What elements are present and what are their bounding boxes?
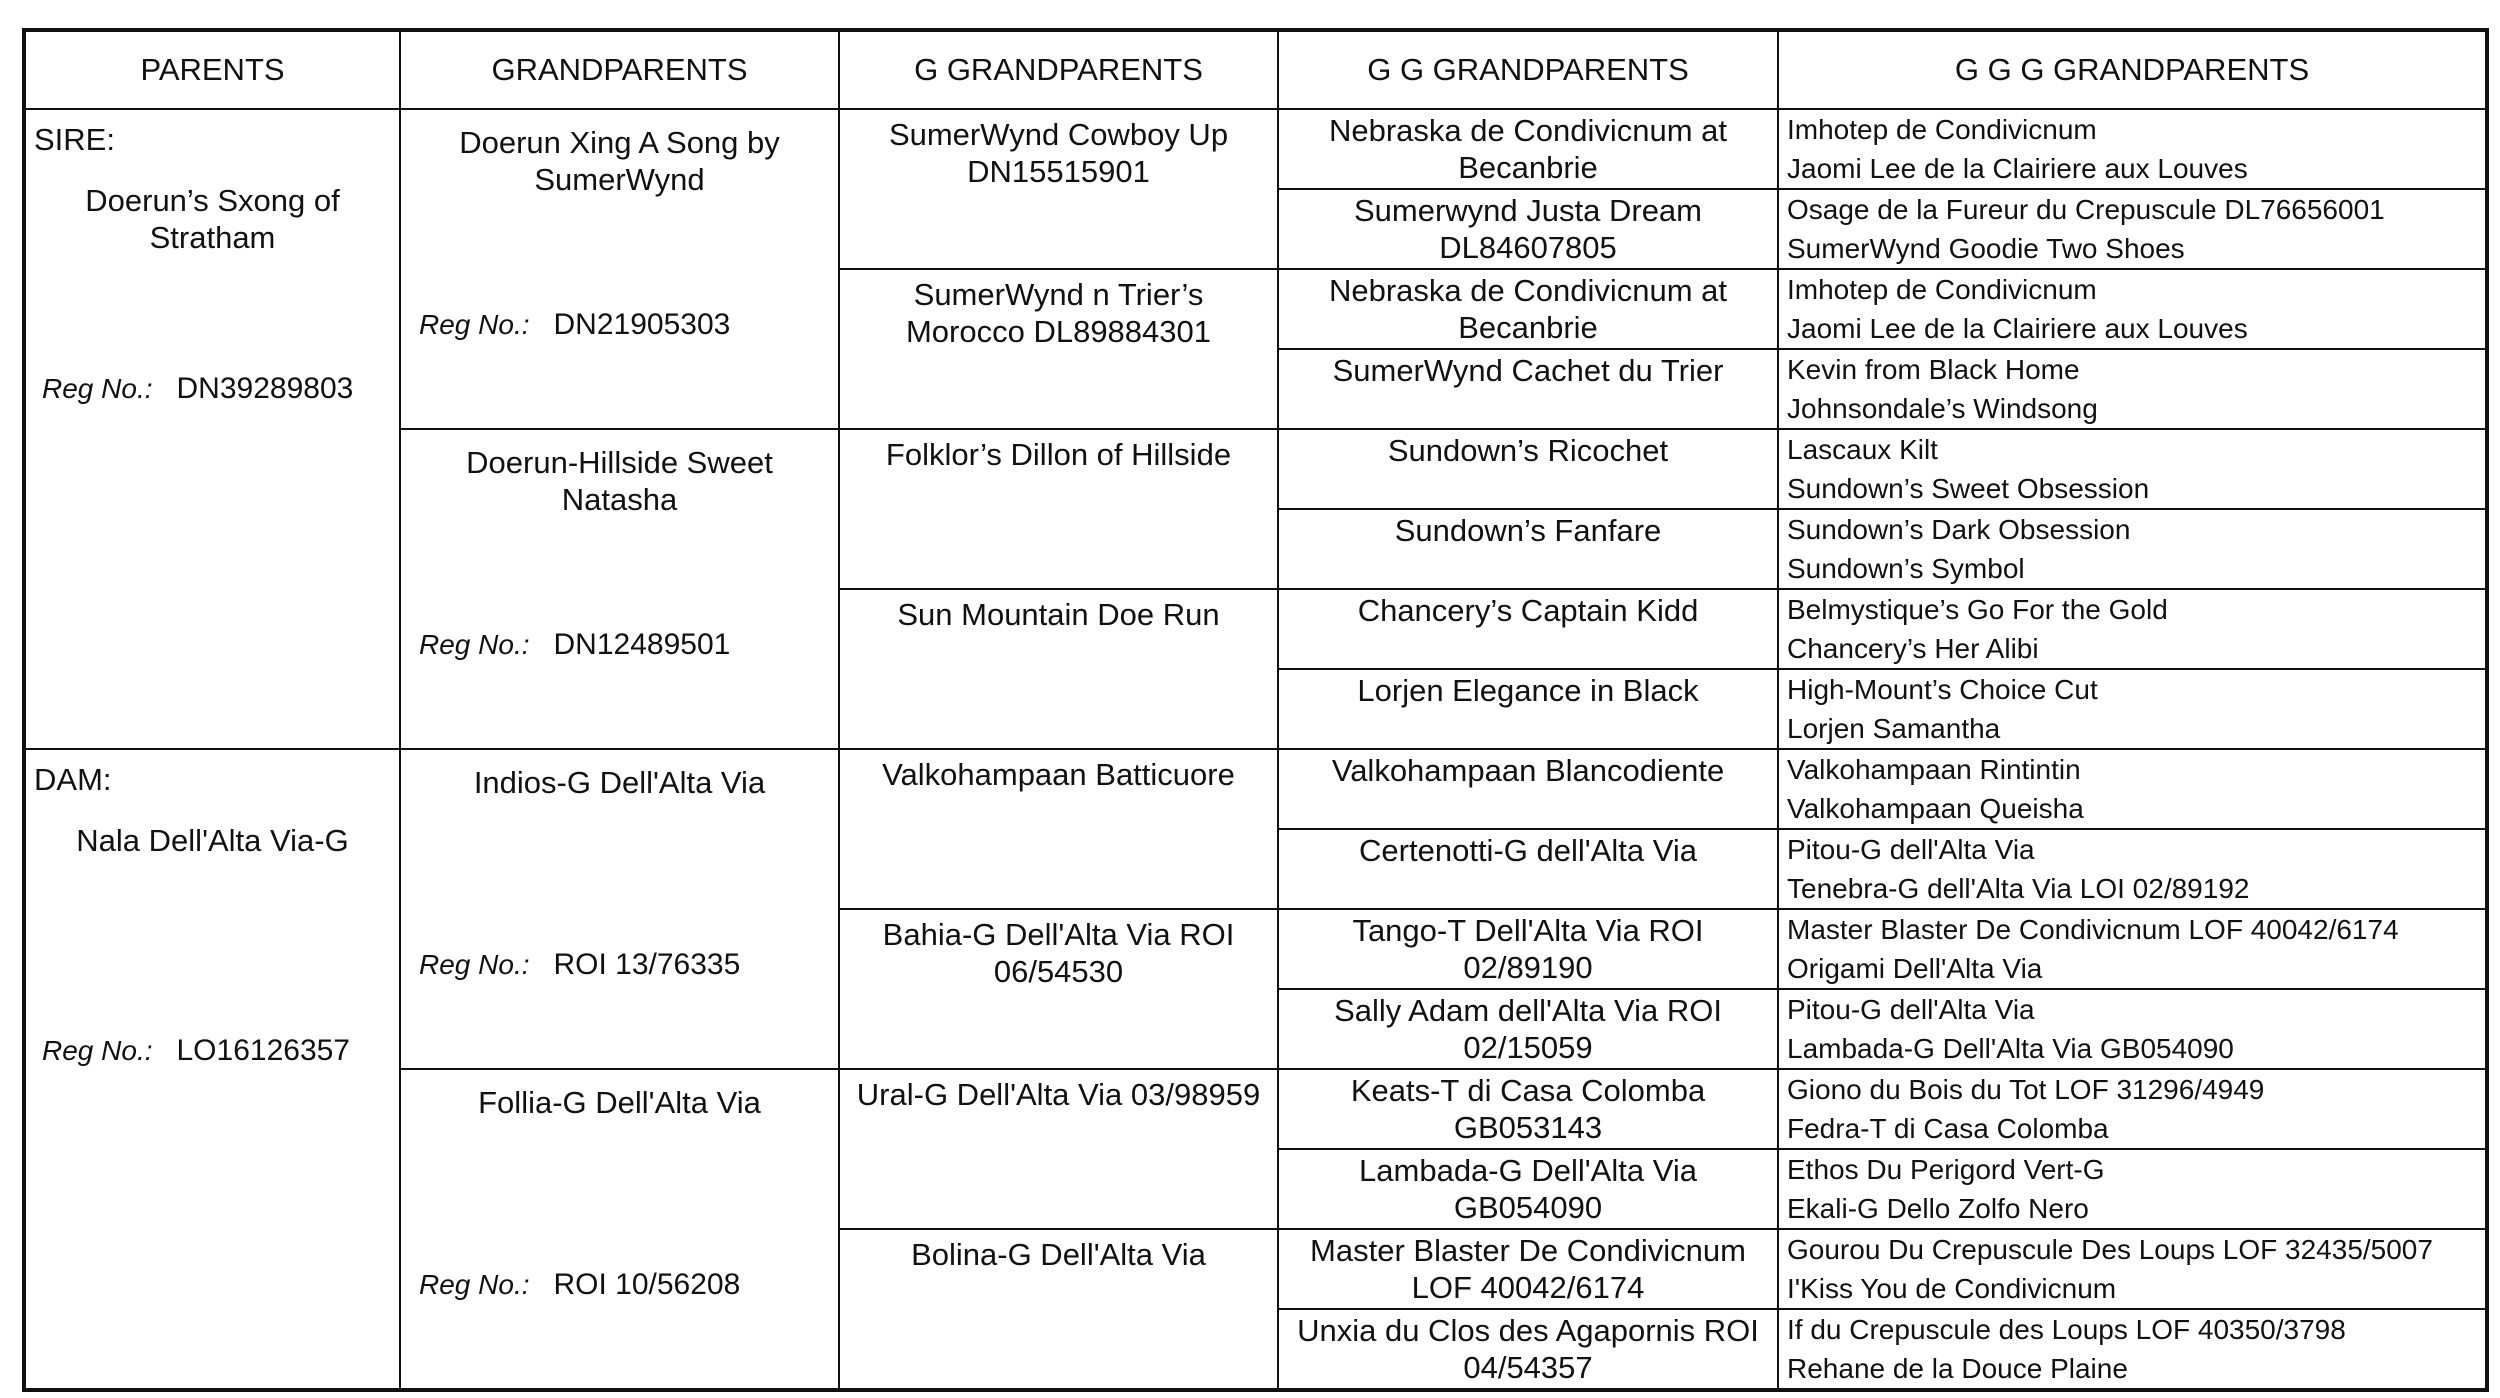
grandparent-name: Doerun-Hillside Sweet Natasha bbox=[466, 445, 773, 517]
gg-grandparent-cell: Sally Adam dell'Alta Via ROI 02/15059 bbox=[1278, 989, 1778, 1069]
ggg-grandparent-name: Lambada-G Dell'Alta Via GB054090 bbox=[1787, 1033, 2234, 1064]
ggg-grandparent-cell bbox=[1778, 189, 2487, 269]
gg-grandparent-cell: Valkohampaan Blancodiente bbox=[1278, 749, 1778, 829]
sire-cell bbox=[24, 109, 400, 749]
ggg-grandparent-cell bbox=[1778, 669, 2487, 749]
ggg-grandparent-name: Giono du Bois du Tot LOF 31296/4949 bbox=[1787, 1074, 2265, 1105]
ggg-grandparent-name: Imhotep de Condivicnum bbox=[1787, 114, 2097, 145]
gg-grandparent-cell: Sundown’s Fanfare bbox=[1278, 509, 1778, 589]
dam-role-label: DAM: bbox=[34, 762, 112, 797]
ggg-grandparent-cell bbox=[1778, 1069, 2487, 1149]
ggg-grandparent-cell bbox=[1778, 429, 2487, 509]
ggg-grandparent-name: Valkohampaan Queisha bbox=[1787, 793, 2084, 824]
dam-cell bbox=[24, 749, 400, 1390]
reg-label: Reg No.: bbox=[42, 1035, 153, 1066]
gg-grandparent-cell: Nebraska de Condivicnum at Becanbrie bbox=[1278, 109, 1778, 189]
ggg-grandparent-name: Valkohampaan Rintintin bbox=[1787, 754, 2081, 785]
g-grandparent-cell: Ural-G Dell'Alta Via 03/98959 bbox=[839, 1069, 1278, 1229]
ggg-grandparent-name: Sundown’s Dark Obsession bbox=[1787, 514, 2131, 545]
header-parents: PARENTS bbox=[24, 30, 400, 109]
header-ggg-grandparents: G G G GRANDPARENTS bbox=[1778, 30, 2487, 109]
dam-name: Nala Dell'Alta Via-G bbox=[76, 823, 349, 858]
ggg-grandparent-name: Jaomi Lee de la Clairiere aux Louves bbox=[1787, 313, 2248, 344]
ggg-grandparent-cell bbox=[1778, 269, 2487, 349]
gg-grandparent-cell: Sumerwynd Justa Dream DL84607805 bbox=[1278, 189, 1778, 269]
ggg-grandparent-name: Sundown’s Sweet Obsession bbox=[1787, 473, 2150, 504]
reg-value: DN39289803 bbox=[176, 372, 354, 405]
dam-reg-number bbox=[42, 1034, 350, 1068]
ggg-grandparent-name: Fedra-T di Casa Colomba bbox=[1787, 1113, 2109, 1144]
grandparent-reg-number bbox=[419, 1268, 740, 1302]
reg-value: LO16126357 bbox=[176, 1034, 350, 1067]
reg-label: Reg No.: bbox=[419, 1269, 530, 1300]
g-grandparent-cell: SumerWynd Cowboy Up DN15515901 bbox=[839, 109, 1278, 269]
ggg-grandparent-name: I'Kiss You de Condivicnum bbox=[1787, 1273, 2117, 1304]
grandparent-name: Doerun Xing A Song by SumerWynd bbox=[459, 125, 780, 197]
reg-label: Reg No.: bbox=[419, 629, 530, 660]
gg-grandparent-cell: Lorjen Elegance in Black bbox=[1278, 669, 1778, 749]
grandparent-reg-number bbox=[419, 308, 730, 342]
ggg-grandparent-name: If du Crepuscule des Loups LOF 40350/3798 bbox=[1787, 1314, 2346, 1345]
pedigree-row bbox=[24, 109, 2487, 189]
grandparent-name: Indios-G Dell'Alta Via bbox=[473, 765, 766, 800]
ggg-grandparent-cell bbox=[1778, 989, 2487, 1069]
g-grandparent-cell: Folklor’s Dillon of Hillside bbox=[839, 429, 1278, 589]
header-grandparents: GRANDPARENTS bbox=[400, 30, 839, 109]
ggg-grandparent-cell bbox=[1778, 1149, 2487, 1229]
ggg-grandparent-name: Sundown’s Symbol bbox=[1787, 553, 2025, 584]
gg-grandparent-cell: Tango-T Dell'Alta Via ROI 02/89190 bbox=[1278, 909, 1778, 989]
dam-grandparent-cell bbox=[400, 749, 839, 1069]
g-grandparent-cell: Valkohampaan Batticuore bbox=[839, 749, 1278, 909]
gg-grandparent-cell: Certenotti-G dell'Alta Via bbox=[1278, 829, 1778, 909]
ggg-grandparent-name: Ethos Du Perigord Vert-G bbox=[1787, 1154, 2105, 1185]
g-grandparent-cell: Bahia-G Dell'Alta Via ROI 06/54530 bbox=[839, 909, 1278, 1069]
pedigree-table bbox=[22, 28, 2489, 1392]
gg-grandparent-cell: Nebraska de Condivicnum at Becanbrie bbox=[1278, 269, 1778, 349]
sire-grandparent-cell bbox=[400, 429, 839, 749]
g-grandparent-cell: Bolina-G Dell'Alta Via bbox=[839, 1229, 1278, 1390]
sire-grandparent-cell bbox=[400, 109, 839, 429]
ggg-grandparent-name: Belmystique’s Go For the Gold bbox=[1787, 594, 2168, 625]
reg-label: Reg No.: bbox=[42, 373, 153, 404]
ggg-grandparent-name: Kevin from Black Home bbox=[1787, 354, 2080, 385]
ggg-grandparent-name: Pitou-G dell'Alta Via bbox=[1787, 994, 2035, 1025]
reg-value: ROI 10/56208 bbox=[553, 1268, 741, 1301]
ggg-grandparent-cell bbox=[1778, 589, 2487, 669]
reg-value: DN12489501 bbox=[553, 628, 731, 661]
header-g-grandparents: G GRANDPARENTS bbox=[839, 30, 1278, 109]
gg-grandparent-cell: Unxia du Clos des Agapornis ROI 04/54357 bbox=[1278, 1309, 1778, 1390]
sire-role-label: SIRE: bbox=[34, 122, 115, 157]
reg-value: ROI 13/76335 bbox=[553, 948, 741, 981]
ggg-grandparent-name: Rehane de la Douce Plaine bbox=[1787, 1353, 2128, 1384]
gg-grandparent-cell: Chancery’s Captain Kidd bbox=[1278, 589, 1778, 669]
ggg-grandparent-name: Chancery’s Her Alibi bbox=[1787, 633, 2039, 664]
g-grandparent-cell: SumerWynd n Trier’s Morocco DL89884301 bbox=[839, 269, 1278, 429]
ggg-grandparent-cell bbox=[1778, 1309, 2487, 1390]
ggg-grandparent-name: SumerWynd Goodie Two Shoes bbox=[1787, 233, 2185, 264]
sire-reg-number bbox=[42, 372, 353, 406]
ggg-grandparent-cell bbox=[1778, 109, 2487, 189]
header-row bbox=[24, 30, 2487, 109]
reg-label: Reg No.: bbox=[419, 309, 530, 340]
ggg-grandparent-cell bbox=[1778, 509, 2487, 589]
gg-grandparent-cell: Lambada-G Dell'Alta Via GB054090 bbox=[1278, 1149, 1778, 1229]
ggg-grandparent-cell bbox=[1778, 1229, 2487, 1309]
ggg-grandparent-name: Pitou-G dell'Alta Via bbox=[1787, 834, 2035, 865]
ggg-grandparent-name: Lorjen Samantha bbox=[1787, 713, 2001, 744]
g-grandparent-cell: Sun Mountain Doe Run bbox=[839, 589, 1278, 749]
sire-name: Doerun’s Sxong of Stratham bbox=[85, 183, 340, 255]
ggg-grandparent-name: Lascaux Kilt bbox=[1787, 434, 1938, 465]
grandparent-reg-number bbox=[419, 628, 730, 662]
ggg-grandparent-name: Osage de la Fureur du Crepuscule DL76656001 bbox=[1787, 194, 2385, 225]
ggg-grandparent-name: Johnsondale’s Windsong bbox=[1787, 393, 2098, 424]
ggg-grandparent-name: Origami Dell'Alta Via bbox=[1787, 953, 2043, 984]
gg-grandparent-cell: SumerWynd Cachet du Trier bbox=[1278, 349, 1778, 429]
grandparent-name: Follia-G Dell'Alta Via bbox=[478, 1085, 761, 1120]
ggg-grandparent-name: High-Mount’s Choice Cut bbox=[1787, 674, 2098, 705]
ggg-grandparent-cell bbox=[1778, 349, 2487, 429]
gg-grandparent-cell: Sundown’s Ricochet bbox=[1278, 429, 1778, 509]
gg-grandparent-cell: Keats-T di Casa Colomba GB053143 bbox=[1278, 1069, 1778, 1149]
ggg-grandparent-cell bbox=[1778, 749, 2487, 829]
pedigree-row bbox=[24, 749, 2487, 829]
ggg-grandparent-name: Imhotep de Condivicnum bbox=[1787, 274, 2097, 305]
ggg-grandparent-name: Gourou Du Crepuscule Des Loups LOF 32435/5007 bbox=[1787, 1234, 2433, 1265]
ggg-grandparent-name: Jaomi Lee de la Clairiere aux Louves bbox=[1787, 153, 2248, 184]
ggg-grandparent-cell bbox=[1778, 909, 2487, 989]
reg-value: DN21905303 bbox=[553, 308, 731, 341]
ggg-grandparent-name: Master Blaster De Condivicnum LOF 40042/6174 bbox=[1787, 914, 2399, 945]
ggg-grandparent-cell bbox=[1778, 829, 2487, 909]
header-gg-grandparents: G G GRANDPARENTS bbox=[1278, 30, 1778, 109]
dam-grandparent-cell bbox=[400, 1069, 839, 1390]
reg-label: Reg No.: bbox=[419, 949, 530, 980]
gg-grandparent-cell: Master Blaster De Condivicnum LOF 40042/6174 bbox=[1278, 1229, 1778, 1309]
ggg-grandparent-name: Ekali-G Dello Zolfo Nero bbox=[1787, 1193, 2089, 1224]
ggg-grandparent-name: Tenebra-G dell'Alta Via LOI 02/89192 bbox=[1787, 873, 2250, 904]
grandparent-reg-number bbox=[419, 948, 740, 982]
